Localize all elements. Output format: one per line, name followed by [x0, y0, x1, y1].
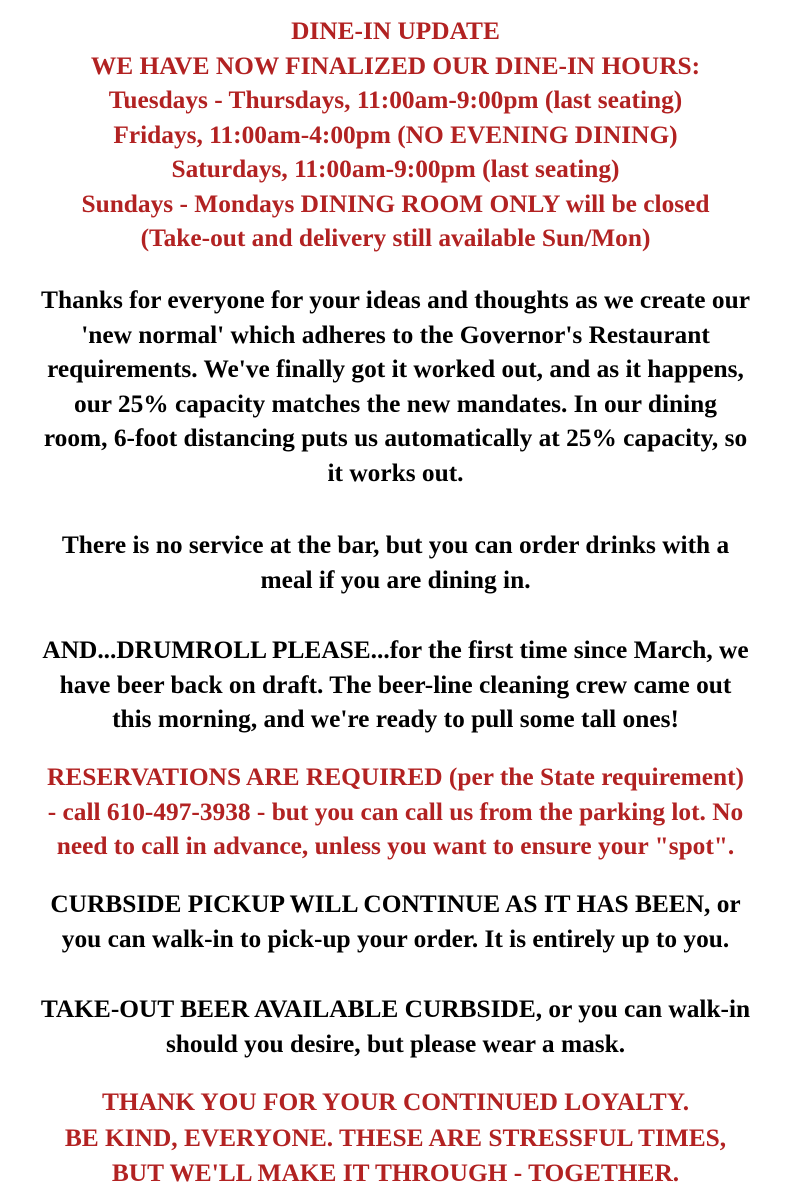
bar-line: There is no service at the bar, but you can order drinks with a	[61, 531, 730, 559]
closing-line: BUT WE'LL MAKE IT THROUGH - TOGETHER.	[111, 1159, 680, 1187]
hours-saturday: Saturdays, 11:00am-9:00pm (last seating)	[171, 155, 620, 183]
hours-finalized-heading: WE HAVE NOW FINALIZED OUR DINE-IN HOURS:	[90, 51, 701, 80]
thanks-line: it works out.	[327, 458, 464, 487]
closing-line: THANK YOU FOR YOUR CONTINUED LOYALTY.	[101, 1088, 690, 1116]
thanks-line: our 25% capacity matches the new mandates. In our dining	[74, 389, 717, 418]
hours-sun-mon-closed: Sundays - Mondays DINING ROOM ONLY will be closed	[81, 189, 710, 218]
drumroll-line: AND...DRUMROLL PLEASE...for the first time since March, we	[42, 636, 749, 664]
thanks-line: 'new normal' which adheres to the Governor's Restaurant	[81, 320, 710, 349]
takeout-beer-paragraph	[0, 992, 791, 1061]
curbside-pickup-paragraph	[0, 887, 791, 956]
takeout-delivery-note: (Take-out and delivery still available Sun/Mon)	[140, 224, 651, 252]
takeout-line: should you desire, but please wear a mask.	[165, 1029, 626, 1058]
curbside-line: CURBSIDE PICKUP WILL CONTINUE AS IT HAS BEEN, or	[50, 890, 741, 918]
dine-in-hours-section	[0, 14, 791, 256]
draft-beer-paragraph	[0, 633, 791, 737]
closing-message	[0, 1085, 791, 1192]
hours-tue-thu: Tuesdays - Thursdays, 11:00am-9:00pm (last seating)	[108, 86, 683, 114]
reservations-paragraph	[0, 760, 791, 864]
bar-line: meal if you are dining in.	[260, 565, 531, 594]
thanks-paragraph	[0, 283, 791, 490]
curbside-line: you can walk-in to pick-up your order. It is entirely up to you.	[61, 924, 730, 953]
thanks-line: Thanks for everyone for your ideas and thoughts as we create our	[41, 286, 750, 314]
hours-friday: Fridays, 11:00am-4:00pm (NO EVENING DINING)	[113, 120, 678, 149]
bar-service-paragraph	[0, 528, 791, 597]
reservations-line: need to call in advance, unless you want to ensure your "spot".	[56, 832, 735, 860]
drumroll-line: have beer back on draft. The beer-line cleaning crew came out	[59, 670, 732, 699]
closing-line: BE KIND, EVERYONE. THESE ARE STRESSFUL TIMES,	[64, 1123, 727, 1152]
reservations-line: RESERVATIONS ARE REQUIRED (per the State requirement)	[47, 763, 744, 791]
headline-dine-in-update: DINE-IN UPDATE	[291, 17, 500, 45]
reservations-phone-line: - call 610-497-3938 - but you can call us from the parking lot. No	[47, 797, 744, 826]
thanks-line: requirements. We've finally got it worked out, and as it happens,	[47, 355, 744, 383]
takeout-line: TAKE-OUT BEER AVAILABLE CURBSIDE, or you can walk-in	[40, 995, 751, 1023]
drumroll-line: this morning, and we're ready to pull some tall ones!	[112, 705, 679, 733]
thanks-line: room, 6-foot distancing puts us automatically at 25% capacity, so	[43, 424, 748, 452]
